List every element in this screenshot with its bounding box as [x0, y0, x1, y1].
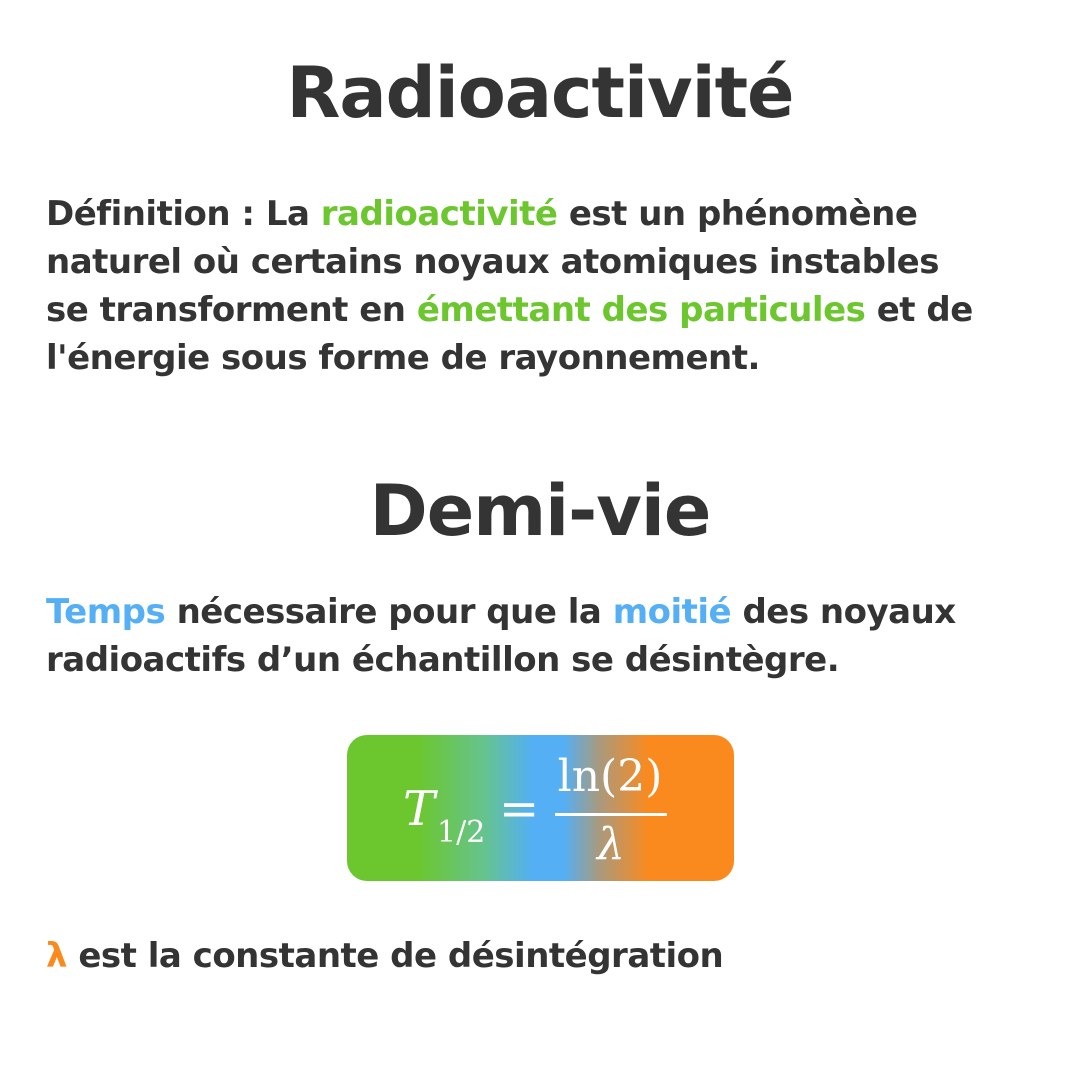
definition-line-3-prefix: se transforment en — [46, 290, 417, 330]
formula-symbol-t: T — [403, 781, 436, 837]
formula-subscript: 1/2 — [437, 815, 486, 850]
highlight-moitie: moitié — [612, 592, 732, 632]
fraction-bar — [555, 813, 667, 816]
demi-vie-paragraph — [46, 588, 1076, 684]
definition-paragraph — [46, 190, 1076, 382]
formula-numerator: ln(2) — [557, 751, 663, 802]
definition-line-2: naturel où certains noyaux atomiques instables — [46, 242, 939, 282]
definition-prefix: Définition : La — [46, 194, 321, 234]
highlight-temps: Temps — [46, 592, 166, 632]
demi-vie-mid-2: des noyaux — [731, 592, 956, 632]
page-title-radioactivite: Radioactivité — [286, 52, 794, 134]
highlight-emettant-particules: émettant des particules — [416, 290, 866, 330]
highlight-radioactivite: radioactivité — [320, 194, 558, 234]
formula-equals: = — [499, 781, 540, 837]
lambda-note — [46, 932, 723, 980]
lambda-symbol: λ — [46, 936, 68, 976]
demi-vie-line-2: radioactifs d’un échantillon se désintègre. — [46, 640, 840, 680]
definition-line-4: l'énergie sous forme de rayonnement. — [46, 338, 760, 378]
definition-mid: est un phénomène — [557, 194, 918, 234]
section-title-demi-vie: Demi-vie — [369, 470, 711, 552]
half-life-formula — [347, 735, 734, 881]
demi-vie-mid-1: nécessaire pour que la — [165, 592, 613, 632]
lambda-note-text: est la constante de désintégration — [67, 936, 724, 976]
formula-denominator: λ — [597, 819, 625, 870]
formula-box — [347, 735, 734, 881]
definition-line-3-suffix: et de — [865, 290, 973, 330]
